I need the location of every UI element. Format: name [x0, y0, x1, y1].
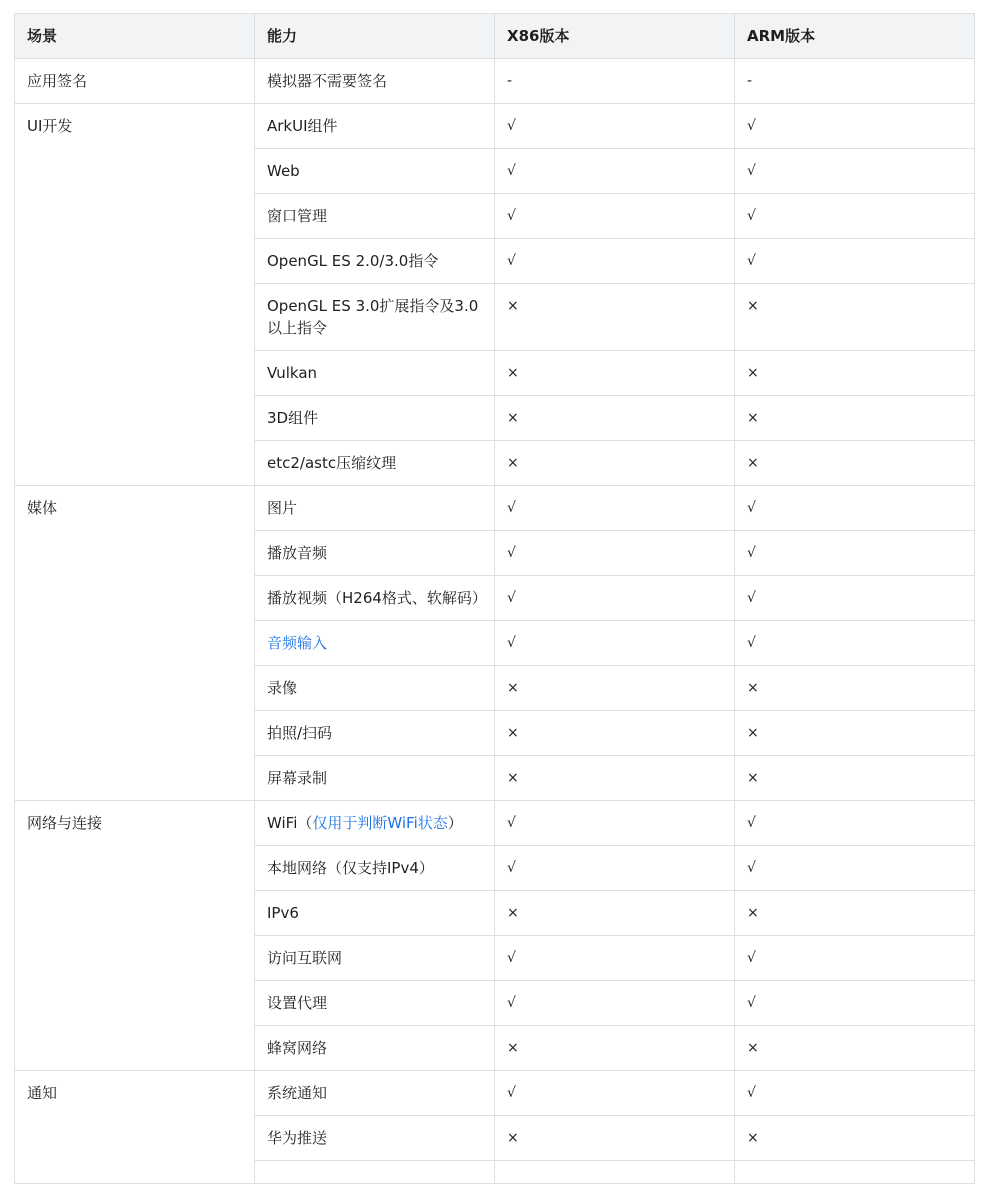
arm-cell: - [735, 59, 975, 104]
x86-cell: √ [495, 1071, 735, 1116]
x86-cell [495, 1161, 735, 1184]
arm-cell: × [735, 1116, 975, 1161]
header-scene: 场景 [15, 14, 255, 59]
x86-cell: × [495, 1026, 735, 1071]
group-signing [15, 59, 975, 104]
capability-cell: OpenGL ES 3.0扩展指令及3.0以上指令 [255, 284, 495, 351]
x86-cell: √ [495, 486, 735, 531]
arm-cell: × [735, 396, 975, 441]
scene-cell: UI开发 [15, 104, 255, 486]
table-row [15, 59, 975, 104]
capability-cell: 模拟器不需要签名 [255, 59, 495, 104]
x86-cell: √ [495, 531, 735, 576]
arm-cell: √ [735, 486, 975, 531]
arm-cell: √ [735, 1071, 975, 1116]
capability-cell: 图片 [255, 486, 495, 531]
arm-cell: √ [735, 104, 975, 149]
x86-cell: √ [495, 576, 735, 621]
capability-cell: Vulkan [255, 351, 495, 396]
x86-cell: × [495, 666, 735, 711]
capability-cell [255, 621, 495, 666]
arm-cell: √ [735, 194, 975, 239]
arm-cell: × [735, 711, 975, 756]
capability-cell: 录像 [255, 666, 495, 711]
table-row [15, 801, 975, 846]
x86-cell: × [495, 284, 735, 351]
arm-cell: × [735, 666, 975, 711]
capability-cell: 拍照/扫码 [255, 711, 495, 756]
capability-cell: 窗口管理 [255, 194, 495, 239]
arm-cell: × [735, 1026, 975, 1071]
x86-cell: √ [495, 846, 735, 891]
scene-cell: 应用签名 [15, 59, 255, 104]
capability-cell: 播放音频 [255, 531, 495, 576]
header-capability: 能力 [255, 14, 495, 59]
arm-cell: √ [735, 801, 975, 846]
x86-cell: √ [495, 936, 735, 981]
x86-cell: √ [495, 239, 735, 284]
x86-cell: √ [495, 981, 735, 1026]
scene-cell: 媒体 [15, 486, 255, 801]
table-row [15, 1071, 975, 1116]
arm-cell: √ [735, 531, 975, 576]
capability-cell: 播放视频（H264格式、软解码） [255, 576, 495, 621]
wifi-label-prefix: WiFi（ [267, 814, 313, 832]
arm-cell [735, 1161, 975, 1184]
capability-cell: IPv6 [255, 891, 495, 936]
group-ui-dev [15, 104, 975, 486]
header-row [15, 14, 975, 59]
wifi-status-link[interactable]: 仅用于判断WiFi状态 [312, 814, 448, 832]
capability-cell: ArkUI组件 [255, 104, 495, 149]
x86-cell: × [495, 756, 735, 801]
group-media [15, 486, 975, 801]
arm-cell: √ [735, 936, 975, 981]
arm-cell: √ [735, 149, 975, 194]
capability-cell: 设置代理 [255, 981, 495, 1026]
arm-cell: √ [735, 981, 975, 1026]
capability-cell [255, 801, 495, 846]
x86-cell: × [495, 711, 735, 756]
arm-cell: × [735, 756, 975, 801]
arm-cell: √ [735, 576, 975, 621]
x86-cell: - [495, 59, 735, 104]
arm-cell: × [735, 441, 975, 486]
table-row [15, 486, 975, 531]
x86-cell: × [495, 441, 735, 486]
x86-cell: √ [495, 621, 735, 666]
group-network [15, 801, 975, 1071]
x86-cell: √ [495, 801, 735, 846]
arm-cell: √ [735, 846, 975, 891]
capability-cell: 本地网络（仅支持IPv4） [255, 846, 495, 891]
arm-cell: × [735, 284, 975, 351]
x86-cell: × [495, 396, 735, 441]
arm-cell: × [735, 351, 975, 396]
arm-cell: √ [735, 239, 975, 284]
capability-cell: 蜂窝网络 [255, 1026, 495, 1071]
audio-input-link[interactable]: 音频输入 [267, 634, 328, 652]
scene-cell: 网络与连接 [15, 801, 255, 1071]
capability-cell [255, 1161, 495, 1184]
scene-cell: 通知 [15, 1071, 255, 1184]
x86-cell: √ [495, 149, 735, 194]
capability-cell: etc2/astc压缩纹理 [255, 441, 495, 486]
capability-cell: 访问互联网 [255, 936, 495, 981]
header-x86: X86版本 [495, 14, 735, 59]
group-notification [15, 1071, 975, 1184]
capability-cell: 3D组件 [255, 396, 495, 441]
capability-cell: 屏幕录制 [255, 756, 495, 801]
capability-cell: 华为推送 [255, 1116, 495, 1161]
wifi-label-suffix: ） [447, 814, 463, 832]
arm-cell: √ [735, 621, 975, 666]
arm-cell: × [735, 891, 975, 936]
x86-cell: × [495, 891, 735, 936]
capability-cell: Web [255, 149, 495, 194]
capability-cell: OpenGL ES 2.0/3.0指令 [255, 239, 495, 284]
x86-cell: √ [495, 104, 735, 149]
table-row [15, 104, 975, 149]
x86-cell: × [495, 1116, 735, 1161]
header-arm: ARM版本 [735, 14, 975, 59]
x86-cell: × [495, 351, 735, 396]
capability-table [14, 13, 975, 1184]
x86-cell: √ [495, 194, 735, 239]
capability-cell: 系统通知 [255, 1071, 495, 1116]
